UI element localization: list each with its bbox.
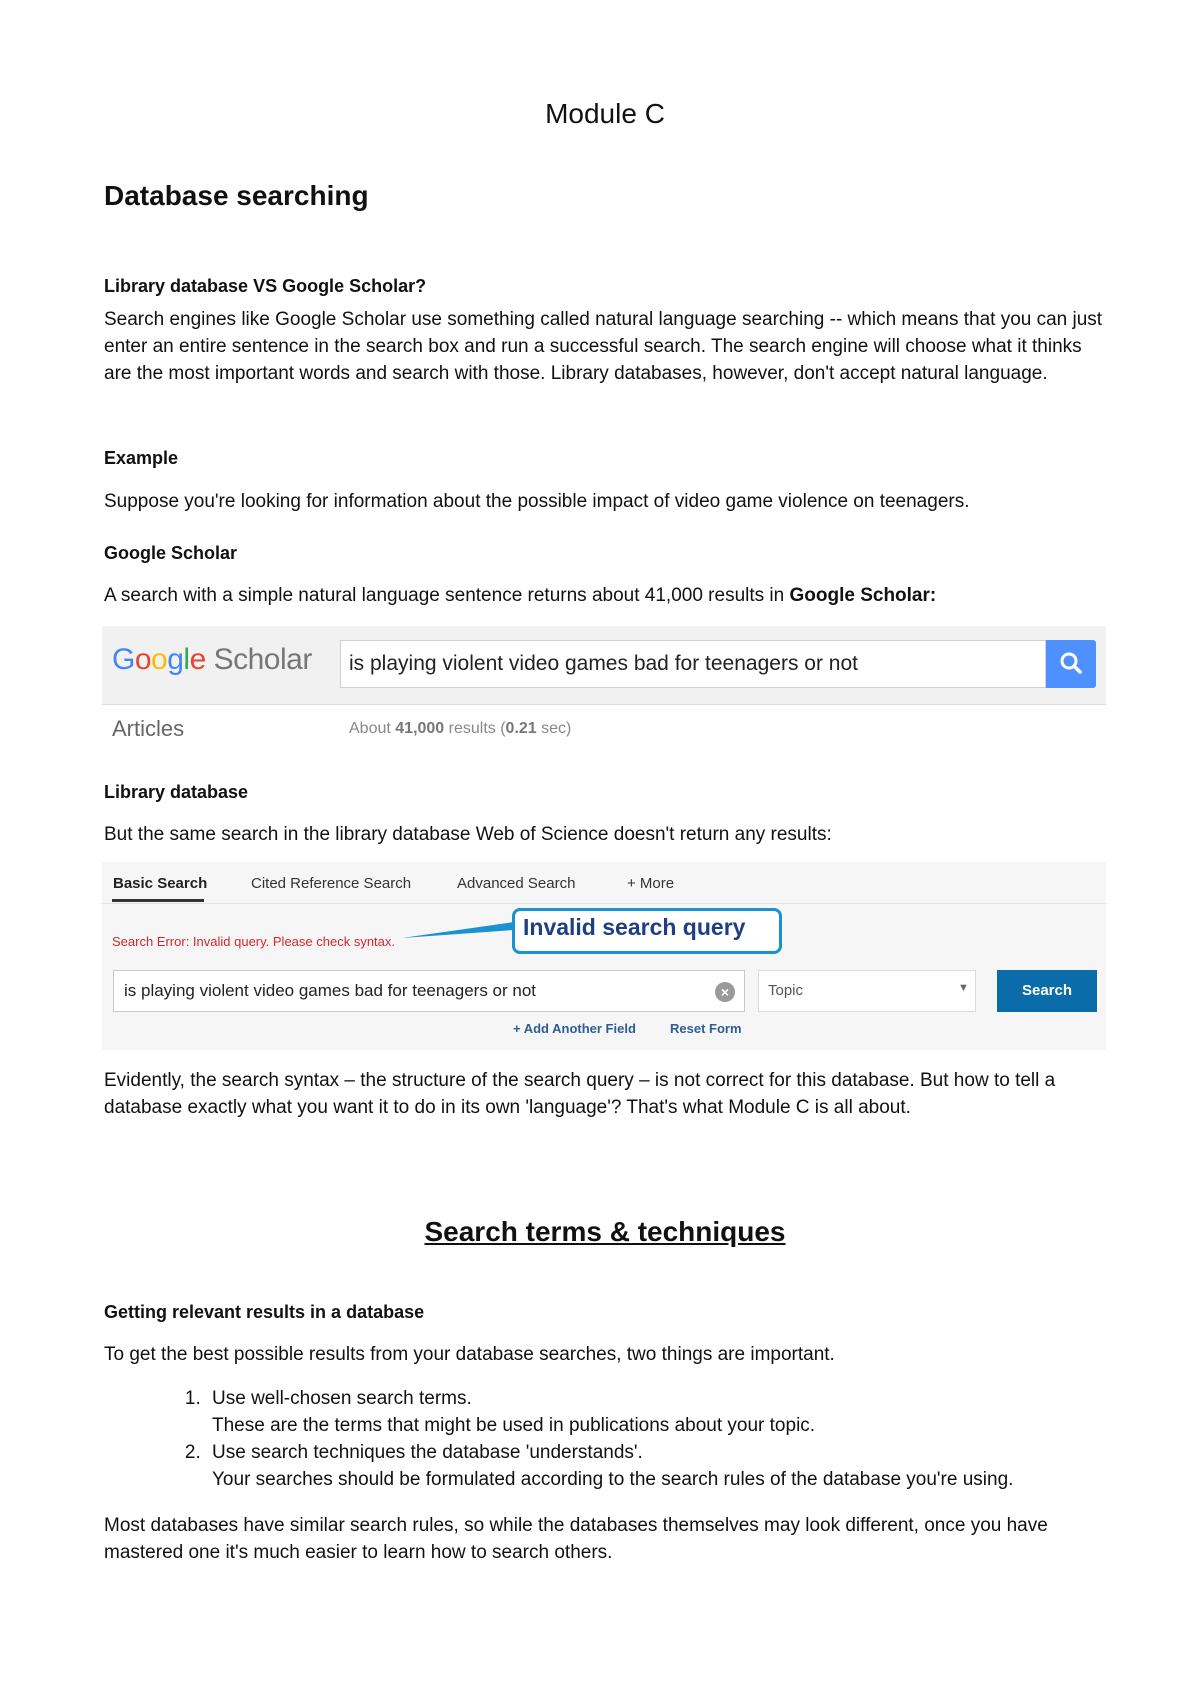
tab-advanced-search[interactable]: Advanced Search <box>457 875 576 892</box>
example-paragraph: Suppose you're looking for information about the possible impact of video game violence on teenagers. <box>104 491 970 512</box>
google-scholar-divider <box>102 704 1106 705</box>
field-select-value: Topic <box>768 982 804 999</box>
paragraph-natural-language: Search engines like Google Scholar use something called natural language searching -- which means that you can just enter an entire sentence in the search box and run a successful search. The search engine will choose what it thinks are the most important words and search with those. Library databases, however, don't accept natural language. <box>104 309 1103 384</box>
example-heading: Example <box>104 448 179 468</box>
main-heading: Database searching <box>104 180 369 211</box>
results-count: About 41,000 results (0.21 sec) <box>349 720 572 737</box>
chevron-down-icon: ▼ <box>958 982 969 994</box>
section-heading-library-vs-scholar: Library database VS Google Scholar? <box>104 276 427 296</box>
google-scholar-search-button[interactable] <box>1046 640 1096 688</box>
web-of-science-query-text: is playing violent video games bad for teenagers or not <box>124 981 537 1000</box>
library-database-heading: Library database <box>104 782 249 802</box>
tab-more[interactable]: + More <box>627 875 675 892</box>
syntax-paragraph: Evidently, the search syntax – the structure of the search query – is not correct for this database. But how to tell a database exactly what you want it to do in its own 'language'? That's what Module C is all about. <box>104 1070 1056 1118</box>
numbered-list <box>104 1385 1196 1493</box>
relevant-results-heading: Getting relevant results in a database <box>104 1302 425 1322</box>
list-item: 1. Use well-chosen search terms. These are the terms that might be used in publications about your topic. <box>206 1385 1196 1439</box>
clear-icon[interactable]: × <box>715 982 735 1002</box>
list-item: 2. Use search techniques the database 'understands'. Your searches should be formulated according to the search rules of the database you're using. <box>206 1439 1196 1493</box>
callout-arrow <box>400 918 516 942</box>
search-icon <box>1046 640 1096 688</box>
relevant-results-paragraph: To get the best possible results from your database searches, two things are important. <box>104 1344 835 1365</box>
tab-cited-reference-search[interactable]: Cited Reference Search <box>251 875 412 892</box>
search-error-message: Search Error: Invalid query. Please check syntax. <box>112 934 395 949</box>
web-of-science-search-button[interactable]: Search <box>997 970 1097 1012</box>
google-wordmark: Google <box>112 643 206 676</box>
google-scholar-query-text: is playing violent video games bad for teenagers or not <box>349 652 858 675</box>
closing-paragraph: Most databases have similar search rules, so while the databases themselves may look different, once you have mastered one it's much easier to learn how to search others. <box>104 1515 1048 1563</box>
active-tab-indicator <box>112 899 204 902</box>
section-heading-search-terms: Search terms & techniques <box>424 1216 786 1247</box>
invalid-query-callout-text: Invalid search query <box>523 914 746 940</box>
google-scholar-logo[interactable]: Google Scholar <box>112 643 312 676</box>
add-another-field-link[interactable]: + Add Another Field <box>513 1021 636 1036</box>
library-database-paragraph: But the same search in the library database Web of Science doesn't return any results: <box>104 824 832 845</box>
google-scholar-paragraph: A search with a simple natural language sentence returns about 41,000 results in Google Scholar: <box>104 585 937 606</box>
articles-label[interactable]: Articles <box>112 716 185 741</box>
google-scholar-heading: Google Scholar <box>104 543 238 563</box>
page-title: Module C <box>545 98 665 129</box>
reset-form-link[interactable]: Reset Form <box>670 1021 742 1036</box>
tab-divider <box>102 903 1106 904</box>
tab-basic-search[interactable]: Basic Search <box>113 875 208 892</box>
